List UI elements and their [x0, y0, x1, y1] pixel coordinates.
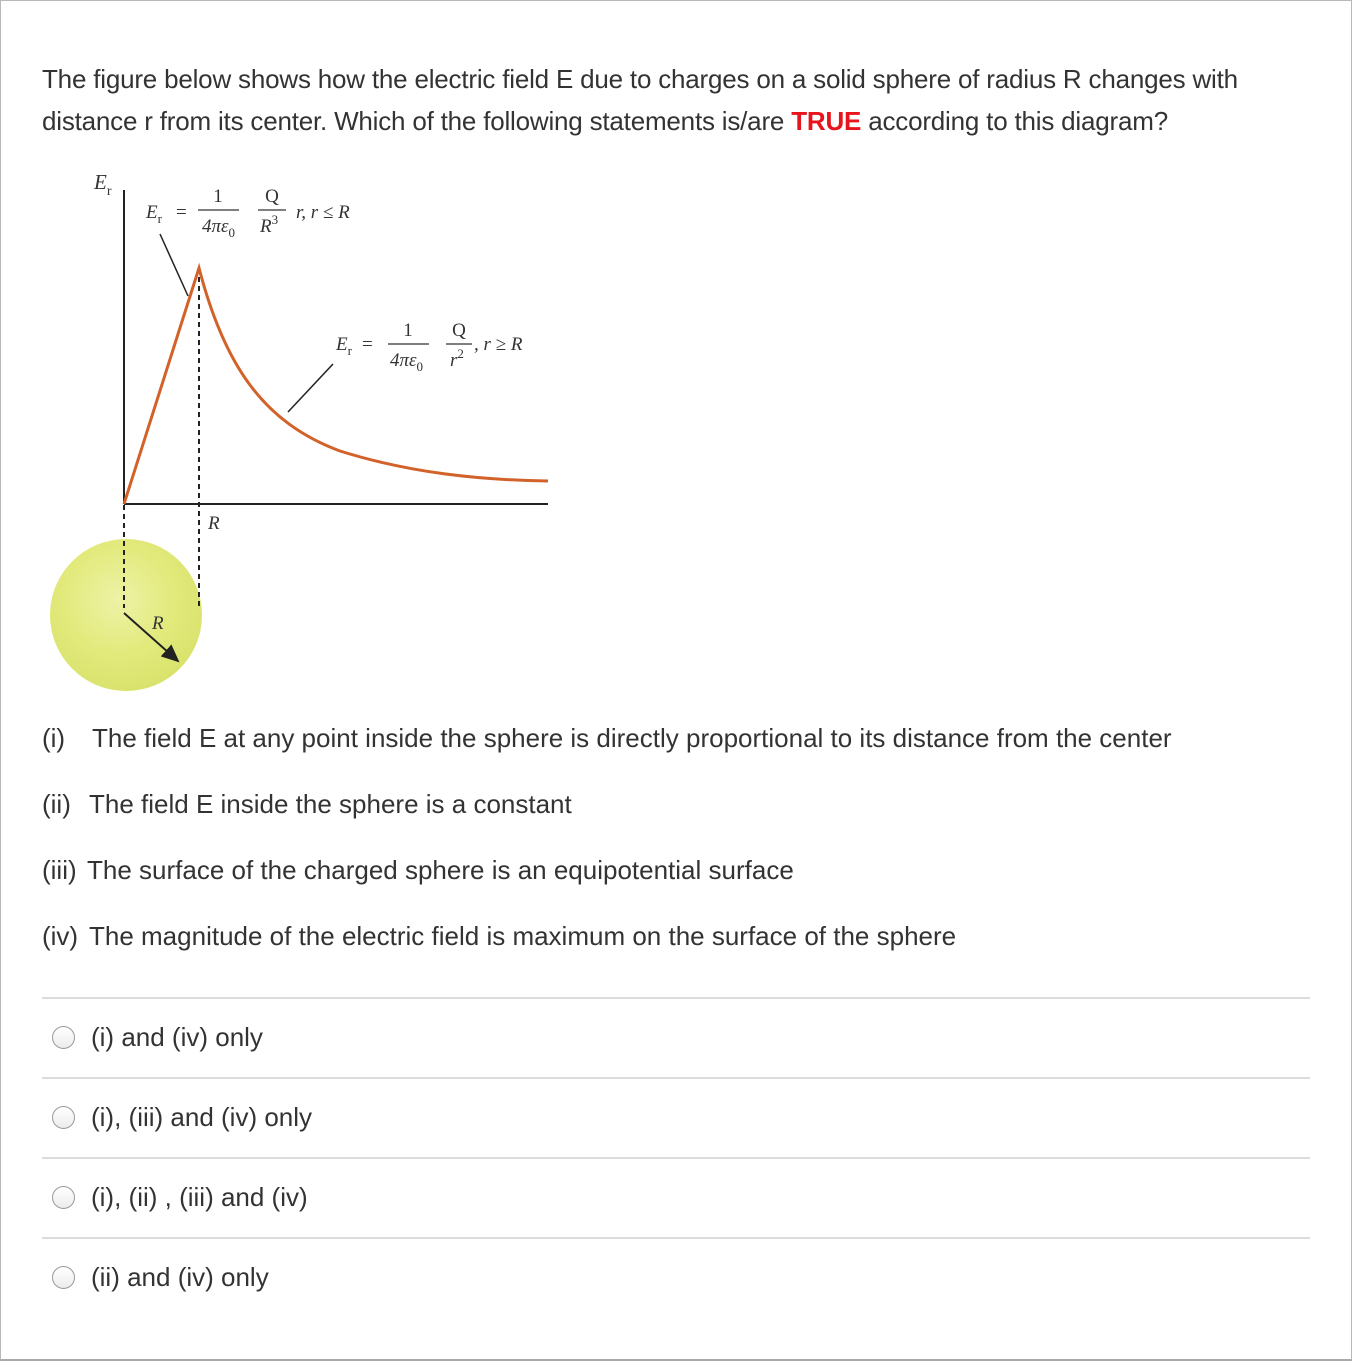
statement-4-text: The magnitude of the electric field is maximum on the surface of the sphere — [89, 921, 957, 951]
svg-text:Er: $E_r$ — [336, 334, 352, 358]
svg-text:Er: $E_r$ — [146, 202, 162, 226]
svg-text:r, r ≤ R: r, r ≤ R — [296, 202, 350, 223]
sphere-radius-label: R — [152, 613, 164, 634]
inner-formula-leader — [160, 234, 188, 296]
svg-text:1: 1 — [403, 320, 413, 341]
answer-option-4[interactable] — [52, 1260, 269, 1294]
question-text-after: according to this diagram? — [861, 106, 1168, 136]
statement-2 — [42, 788, 572, 820]
svg-text:Q: Q — [452, 320, 466, 341]
outer-field-formula — [335, 320, 523, 374]
answer-option-1[interactable] — [52, 1020, 263, 1054]
statement-4-number: (iv) — [42, 921, 79, 951]
svg-text:R3: $R^3$ — [260, 212, 279, 237]
statement-3-text: The surface of the charged sphere is an equipotential surface — [87, 855, 794, 885]
statement-1-number: (i) — [42, 723, 66, 753]
svg-text:1: 1 — [213, 186, 223, 207]
svg-text:Q: Q — [265, 186, 279, 207]
statement-3 — [42, 854, 794, 886]
option-divider — [42, 1157, 1310, 1159]
radio-button[interactable] — [52, 1026, 75, 1049]
statement-2-text: The field E inside the sphere is a constant — [89, 789, 572, 819]
svg-text:, r ≥ R: , r ≥ R — [474, 334, 523, 355]
radio-button[interactable] — [52, 1266, 75, 1289]
radio-button[interactable] — [52, 1106, 75, 1129]
statement-4 — [42, 920, 956, 952]
radio-button[interactable] — [52, 1186, 75, 1209]
x-axis-radius-label: R — [208, 513, 220, 534]
answer-option-2[interactable] — [52, 1100, 312, 1134]
statement-1 — [42, 722, 1172, 754]
electric-field-diagram — [40, 168, 560, 698]
answer-option-3[interactable] — [52, 1180, 308, 1214]
svg-text:=: = — [176, 202, 187, 223]
statement-1-text: The field E at any point inside the sphere is directly proportional to its distance from the center — [92, 723, 1172, 753]
question-emphasis: TRUE — [791, 106, 862, 136]
outer-formula-leader — [288, 364, 333, 412]
field-curve — [124, 268, 548, 504]
option-divider — [42, 1077, 1310, 1079]
svg-text:4πε0: $4\pi\varepsilon_0$ — [202, 216, 236, 240]
svg-text:r2: $r^2$ — [450, 346, 464, 371]
statement-3-number: (iii) — [42, 855, 77, 885]
answer-option-label[interactable]: (i), (ii) , (iii) and (iv) — [91, 1181, 308, 1212]
option-divider — [42, 997, 1310, 999]
answer-option-label[interactable]: (ii) and (iv) only — [91, 1261, 269, 1292]
svg-text:4πε0: $4\pi\varepsilon_0$ — [390, 350, 424, 374]
option-divider — [42, 1237, 1310, 1239]
answer-option-label[interactable]: (i), (iii) and (iv) only — [91, 1101, 313, 1132]
y-axis-label: $E_r$ — [94, 170, 112, 199]
svg-text:=: = — [362, 334, 373, 355]
question-text-before: The figure below shows how the electric field E due to charges on a solid sphere of radius R changes with distance r from its center. Which of the following statements is/are — [42, 64, 1238, 136]
inner-field-formula — [145, 186, 350, 240]
answer-option-label[interactable]: (i) and (iv) only — [91, 1021, 263, 1052]
statement-2-number: (ii) — [42, 789, 71, 819]
question-text — [42, 58, 1332, 142]
